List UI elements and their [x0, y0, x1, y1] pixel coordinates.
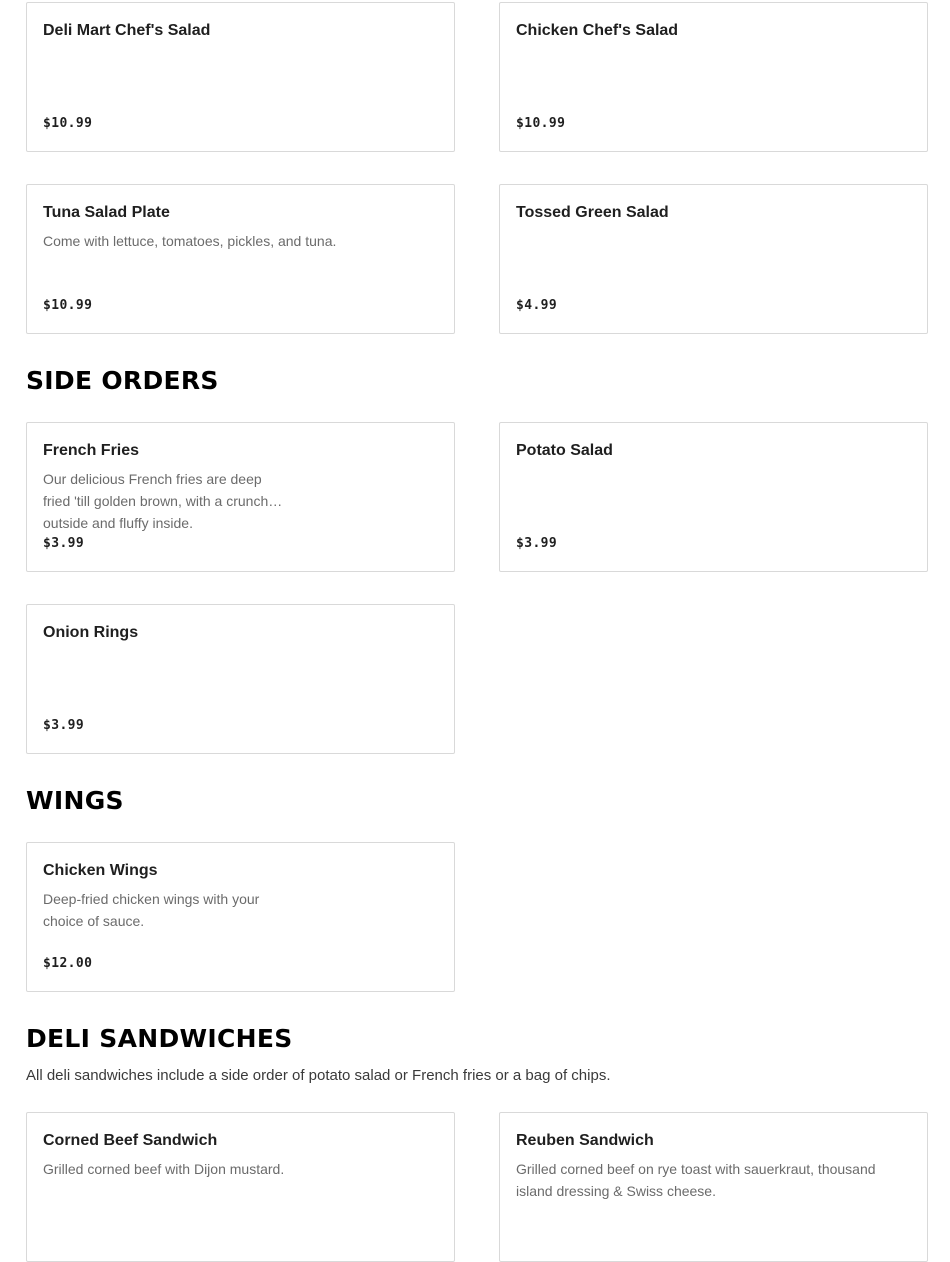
menu-item-price: $10.99 — [43, 116, 93, 131]
menu-item-name: Potato Salad — [516, 442, 613, 459]
menu-item-name: Tuna Salad Plate — [43, 204, 170, 221]
section-title-deli-sandwiches: DELI SANDWICHES — [26, 1024, 293, 1053]
menu-item-name: French Fries — [43, 442, 140, 459]
menu-item-price: $12.00 — [43, 956, 93, 971]
menu-item-card[interactable] — [26, 604, 455, 754]
menu-item-price: $3.99 — [43, 718, 85, 733]
menu-item-name: Reuben Sandwich — [516, 1132, 654, 1149]
menu-item-description: Our delicious French fries are deep fried 'till golden brown, with a crunchy outside and fluffy inside. — [43, 471, 276, 531]
menu-item-card[interactable] — [26, 184, 455, 334]
menu-item-card[interactable] — [499, 422, 928, 572]
menu-item-name: Tossed Green Salad — [516, 204, 669, 221]
menu-item-description: Grilled corned beef on rye toast with sauerkraut, thousand island dressing & Swiss cheese. — [516, 1161, 876, 1199]
menu-item-description: Deep-fried chicken wings with your choice of sauce. — [43, 891, 260, 929]
menu-item-card[interactable] — [26, 2, 455, 152]
menu-item-description: Grilled corned beef with Dijon mustard. — [43, 1161, 285, 1177]
section-description: All deli sandwiches include a side order of potato salad or French fries or a bag of chips. — [26, 1067, 611, 1084]
section-title-side-orders: SIDE ORDERS — [26, 366, 219, 395]
menu-item-price: $10.99 — [516, 116, 566, 131]
menu-item-card[interactable] — [499, 184, 928, 334]
menu-item-price: $3.99 — [43, 536, 85, 551]
menu-item-name: Corned Beef Sandwich — [43, 1132, 218, 1149]
menu-item-price: $3.99 — [516, 536, 558, 551]
menu-item-card[interactable] — [26, 422, 455, 572]
menu-item-description: Come with lettuce, tomatoes, pickles, and tuna. — [43, 233, 337, 249]
menu-item-card[interactable] — [26, 842, 455, 992]
menu-item-card[interactable] — [499, 2, 928, 152]
section-title-wings: WINGS — [26, 786, 124, 815]
menu-item-card[interactable] — [499, 1112, 928, 1262]
menu-item-price: $4.99 — [516, 298, 558, 313]
menu-item-card[interactable] — [26, 1112, 455, 1262]
menu-item-name: Chicken Chef's Salad — [516, 22, 679, 39]
menu-item-name: Chicken Wings — [43, 862, 158, 879]
menu-item-name: Onion Rings — [43, 624, 139, 641]
menu-item-name: Deli Mart Chef's Salad — [43, 22, 211, 39]
menu-item-price: $10.99 — [43, 298, 93, 313]
